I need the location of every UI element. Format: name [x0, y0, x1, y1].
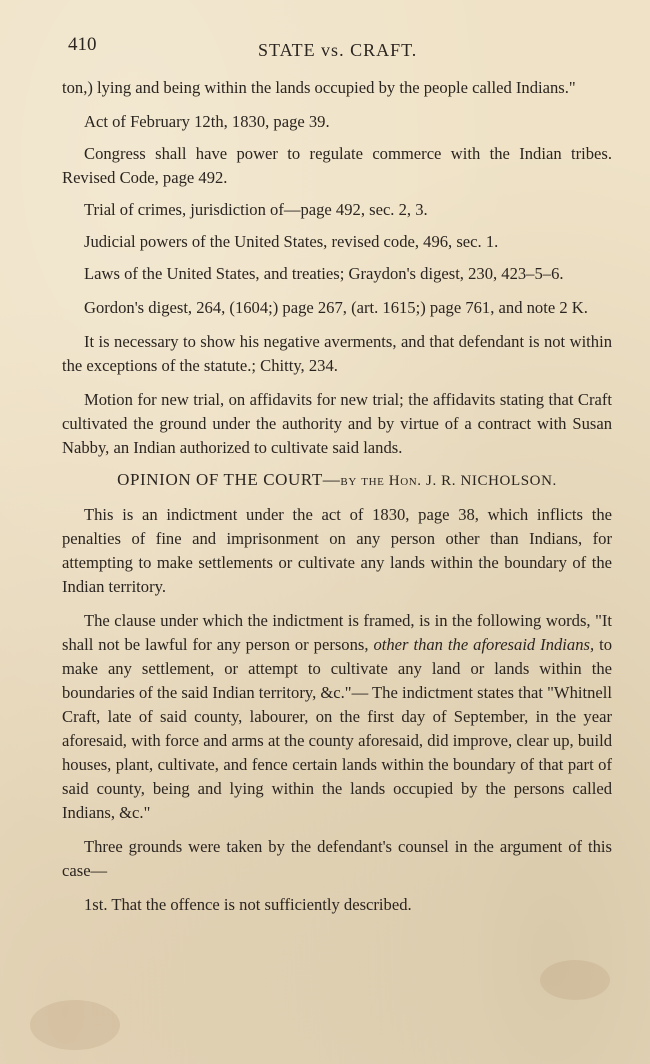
opinion-heading-judge: by the Hon. J. R. NICHOLSON.	[340, 473, 557, 489]
citation-paragraph: Act of February 12th, 1830, page 39.	[84, 112, 330, 131]
opinion-heading-main: OPINION OF THE COURT—	[117, 470, 341, 489]
opinion-paragraph: 1st. That the offence is not sufficiently described.	[84, 895, 412, 914]
citation-paragraph: Congress shall have power to regulate commerce with the Indian tribes. Revised Code, page 492.	[62, 144, 612, 187]
page-header	[62, 30, 612, 66]
page-number: 410	[68, 34, 97, 55]
opinion-text: The clause under which the indictment is framed, is in the following words, "It shall not be lawful for any person or persons,	[62, 611, 612, 654]
paper-stain	[540, 960, 610, 1000]
opinion-heading	[62, 468, 612, 493]
italic-phrase: other than the aforesaid Indians,	[373, 635, 595, 654]
paper-stain	[30, 1000, 120, 1050]
paragraph: It is necessary to show his negative averments, and that defendant is not within the exceptions of the statute.; Chitty, 234.	[62, 332, 612, 375]
opinion-paragraph	[62, 609, 612, 825]
paragraph: Motion for new trial, on affidavits for new trial; the affidavits stating that Craft cultivated the ground under the authority and by virtue of a contract with Susan Nabby, an Indian authorized to cultivate said lands.	[62, 390, 612, 457]
opinion-text: to make any settlement, or attempt to cultivate any land or lands within the boundaries of the said Indian territory, &c."— The indictment states that "Whitnell Craft, late of said county, labourer, on the first day of September, in the year aforesaid, with force and arms at the county aforesaid, did improve, clear up, build houses, plant, cultivate, and fence certain lands within the boundary of that part of said county, being and lying within the lands occupied by the persons called Indians, &c."	[62, 635, 612, 822]
citation-paragraph: Trial of crimes, jurisdiction of—page 492, sec. 2, 3.	[84, 200, 428, 219]
running-head: STATE vs. CRAFT.	[258, 40, 418, 60]
paragraph: ton,) lying and being within the lands occupied by the people called Indians."	[62, 78, 576, 97]
opinion-paragraph: This is an indictment under the act of 1830, page 38, which inflicts the penalties of fine and imprisonment on any person other than Indians, for attempting to make settlements or cultivate any lands within the boundary of the Indian territory.	[62, 505, 612, 596]
citation-paragraph: Judicial powers of the United States, revised code, 496, sec. 1.	[84, 232, 499, 251]
body-text	[62, 76, 612, 917]
citation-paragraph: Laws of the United States, and treaties; Graydon's digest, 230, 423–5–6.	[84, 264, 564, 283]
citation-paragraph: Gordon's digest, 264, (1604;) page 267, (art. 1615;) page 761, and note 2 K.	[84, 298, 588, 317]
opinion-paragraph: Three grounds were taken by the defendant's counsel in the argument of this case—	[62, 837, 612, 880]
